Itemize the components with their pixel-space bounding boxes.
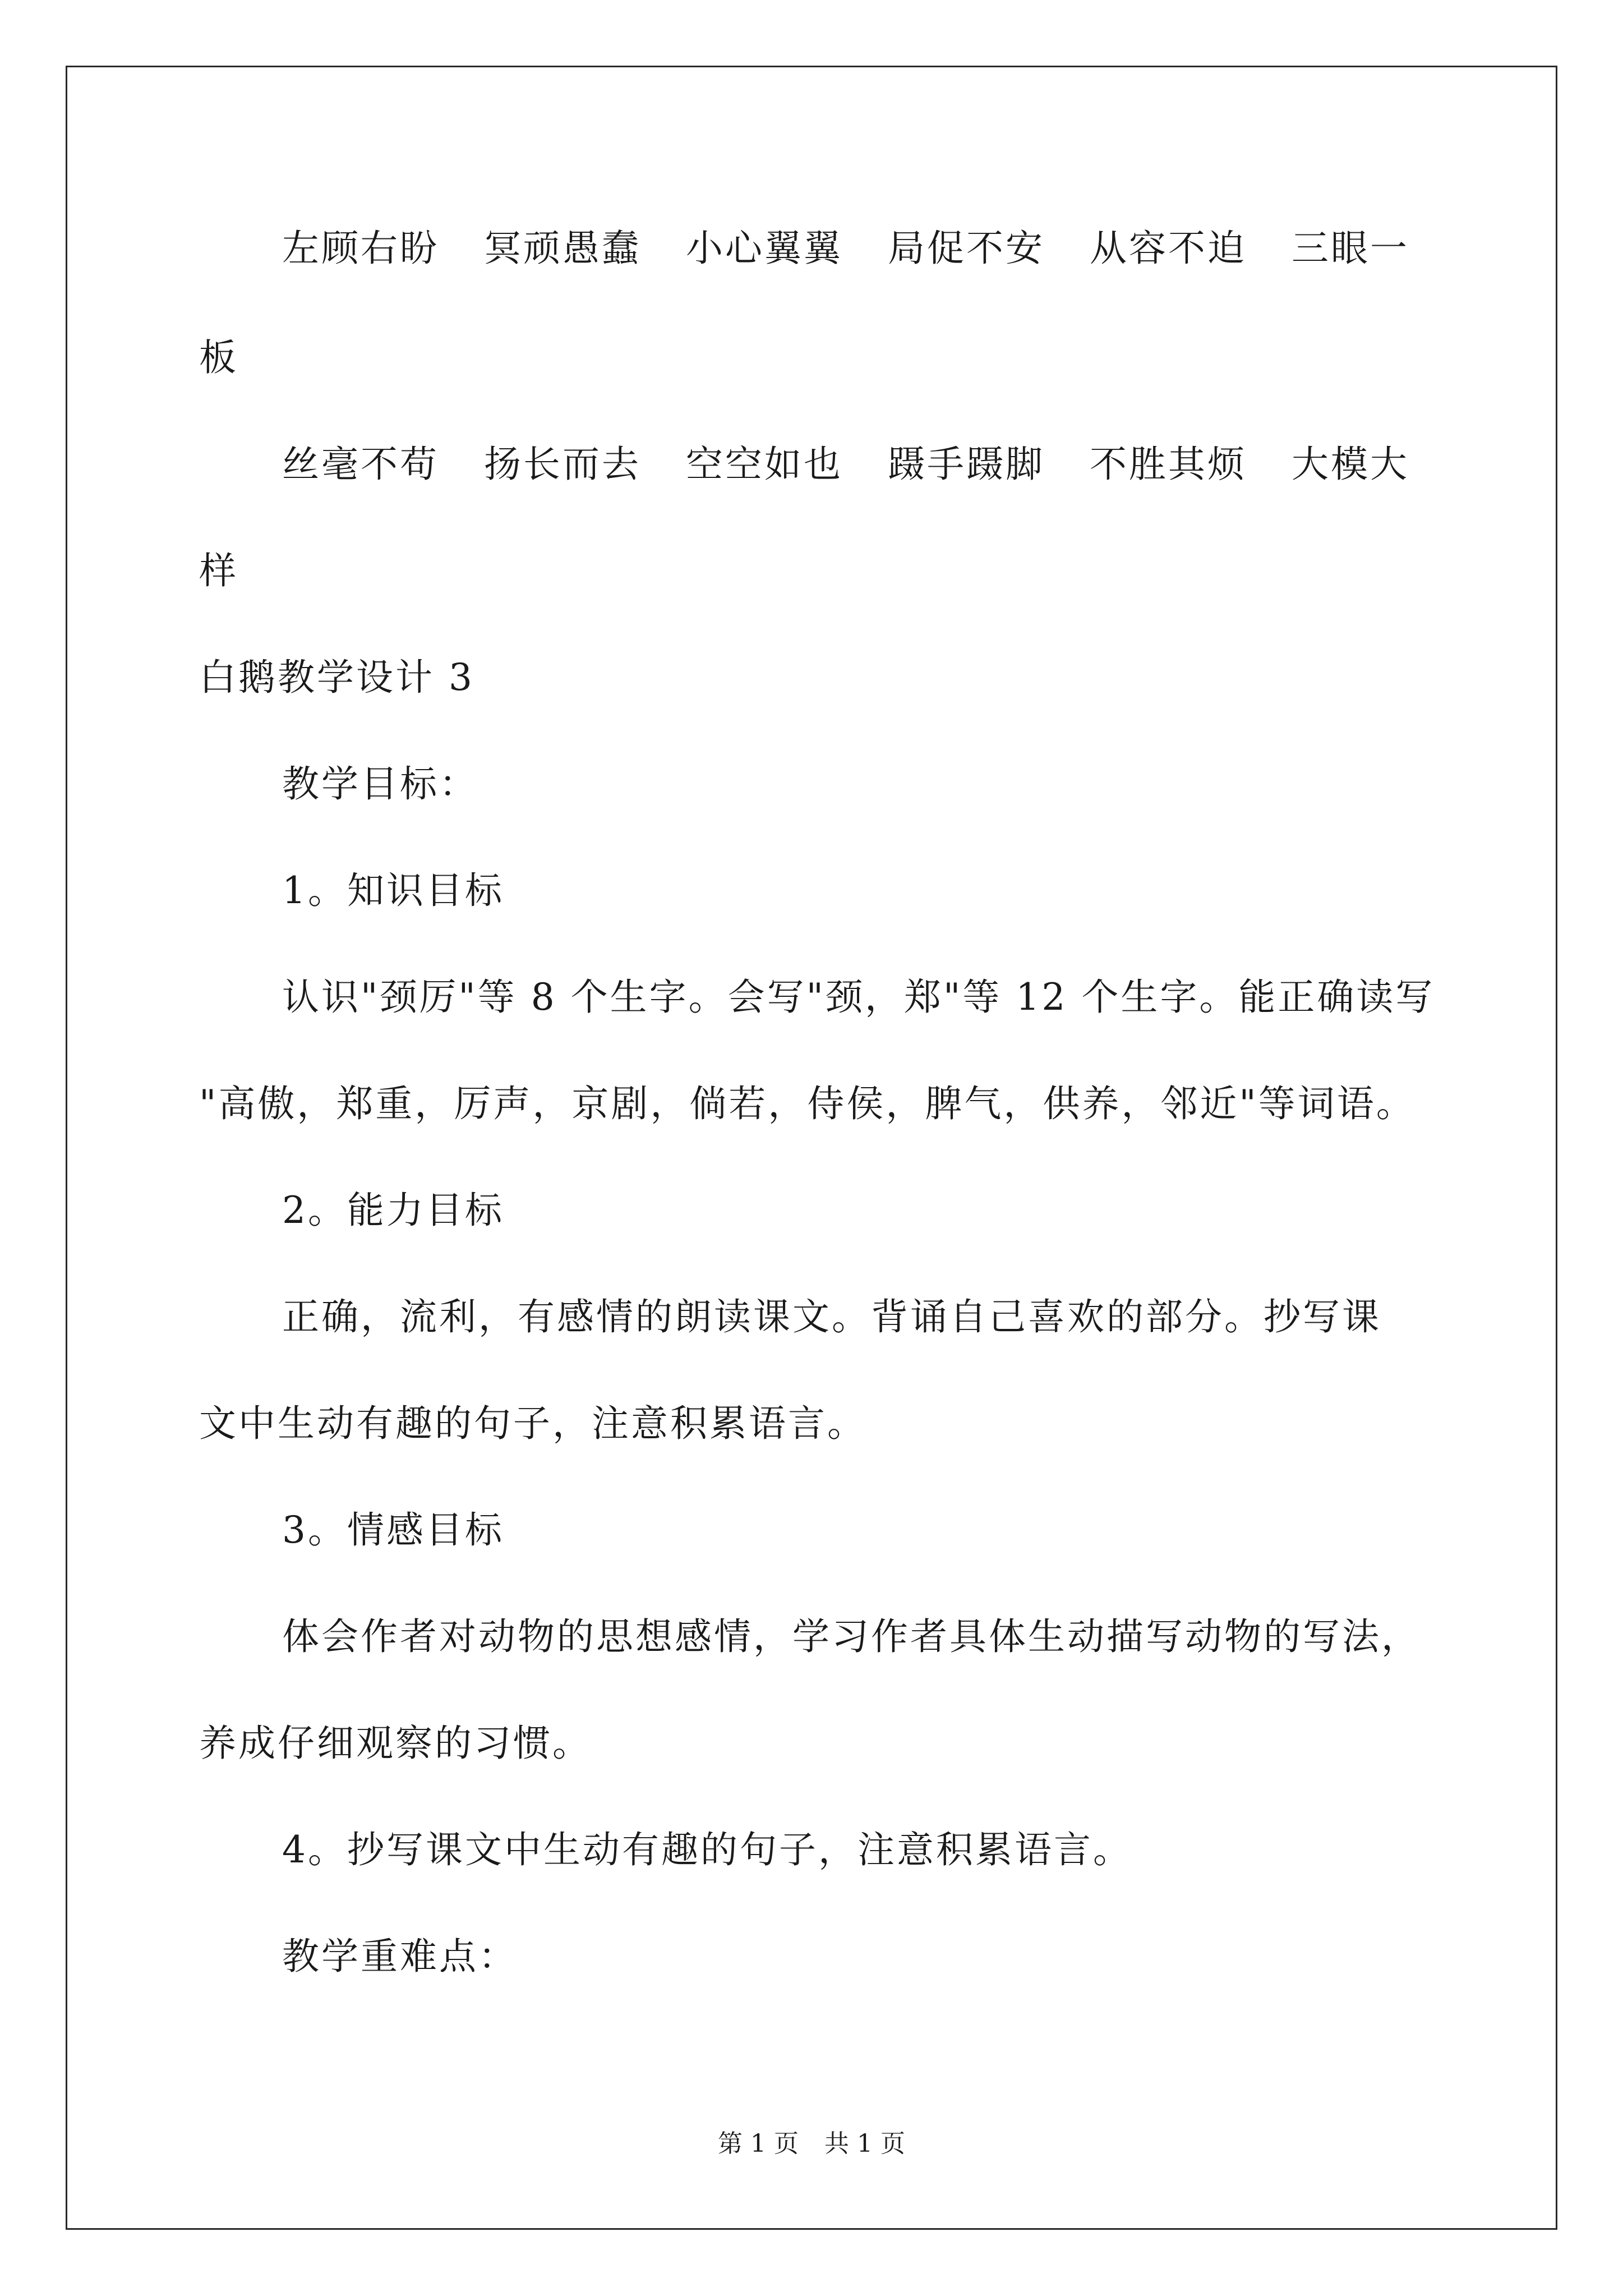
idiom: 左顾右盼 xyxy=(282,227,439,270)
goal-3-heading: 3。情感目标 xyxy=(282,1508,504,1552)
idiom: 大模大 xyxy=(1292,443,1409,486)
idiom: 三眼一 xyxy=(1292,227,1409,270)
goal-2-text-cont: 文中生动有趣的句子，注意积累语言。 xyxy=(199,1402,866,1445)
idiom: 蹑手蹑脚 xyxy=(888,443,1045,486)
objectives-heading: 教学目标： xyxy=(282,762,478,806)
goal-2-text: 正确，流利，有感情的朗读课文。背诵自己喜欢的部分。抄写课 xyxy=(282,1295,1381,1338)
key-points-heading: 教学重难点： xyxy=(282,1935,518,1978)
page-total: 共 1 页 xyxy=(824,2129,905,2158)
section-title: 白鹅教学设计 3 xyxy=(199,656,474,699)
idiom-row-2 xyxy=(282,443,1409,486)
idiom: 不胜其烦 xyxy=(1090,443,1247,486)
idiom-row-2-wrap: 样 xyxy=(199,549,238,592)
idiom-row-1-wrap: 板 xyxy=(199,336,238,379)
goal-1-text-cont: "高傲，郑重，厉声，京剧，倘若，侍侯，脾气，供养，邻近"等词语。 xyxy=(199,1082,1415,1125)
goal-3-text-cont: 养成仔细观察的习惯。 xyxy=(199,1722,592,1765)
goal-4-text: 4。抄写课文中生动有趣的句子，注意积累语言。 xyxy=(282,1828,1132,1871)
idiom: 小心翼翼 xyxy=(686,227,843,270)
idiom: 局促不安 xyxy=(888,227,1045,270)
idiom: 扬长而去 xyxy=(484,443,641,486)
page-number: 第 1 页 xyxy=(718,2129,799,2158)
idiom: 从容不迫 xyxy=(1090,227,1247,270)
goal-1-text: 认识"颈厉"等 8 个生字。会写"颈，郑"等 12 个生字。能正确读写 xyxy=(282,976,1435,1019)
idiom: 空空如也 xyxy=(686,443,843,486)
goal-3-text: 体会作者对动物的思想感情，学习作者具体生动描写动物的写法， xyxy=(282,1615,1421,1658)
goal-1-heading: 1。知识目标 xyxy=(282,869,504,912)
goal-2-heading: 2。能力目标 xyxy=(282,1189,504,1232)
idiom: 冥顽愚蠢 xyxy=(484,227,641,270)
page-footer xyxy=(0,2129,1623,2158)
page-border xyxy=(66,66,1557,2230)
idiom: 丝毫不苟 xyxy=(282,443,439,486)
idiom-row-1 xyxy=(282,227,1409,270)
